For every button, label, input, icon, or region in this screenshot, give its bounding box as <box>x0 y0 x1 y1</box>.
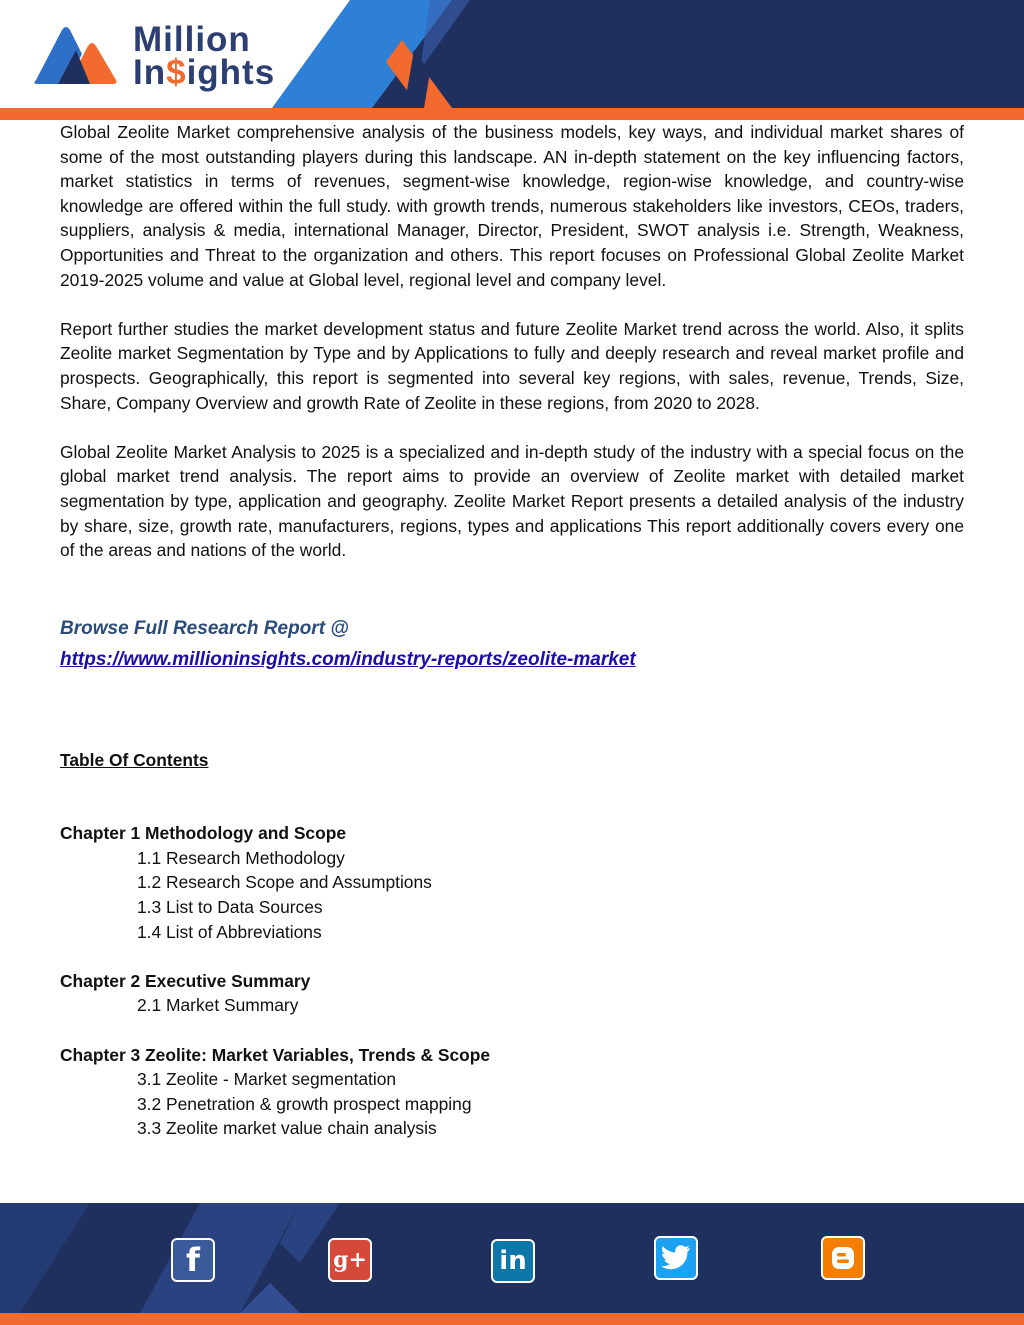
chapter-title: Chapter 3 Zeolite: Market Variables, Trends & Scope <box>60 1044 491 1065</box>
chapter-title: Chapter 2 Executive Summary <box>60 970 311 991</box>
toc-item: 1.2 Research Scope and Assumptions <box>137 872 432 893</box>
toc-item: 1.3 List to Data Sources <box>137 897 323 918</box>
logo-wordmark <box>133 22 275 90</box>
market-analysis-paragraph: Global Zeolite Market Analysis to 2025 is a specialized and in-depth study of the industry with a special focus on the global market trend analysis. The report aims to provide an overview of Zeolite market with detailed market segmentation by type, application and geography. Zeolite Market Report presents a detailed analysis of the industry by share, size, growth rate, manufacturers, regions, types and applications This report additionally covers every one of the areas and nations of the world. <box>60 441 964 561</box>
logo-word-million: Million <box>133 20 251 59</box>
chapter-title: Chapter 1 Methodology and Scope <box>60 823 347 844</box>
twitter-bird-glyph <box>661 1245 691 1271</box>
blogger-b-glyph <box>829 1244 857 1272</box>
toc-item: 1.4 List of Abbreviations <box>137 921 322 942</box>
toc-chapter-2 <box>60 969 964 1018</box>
report-link[interactable]: https://www.millioninsights.com/industry-reports/zeolite-market <box>60 648 636 670</box>
logo-mountain-icon <box>28 20 123 90</box>
toc-item: 2.1 Market Summary <box>137 995 299 1016</box>
logo-dollar-sign: $ <box>166 53 187 92</box>
blogger-icon[interactable] <box>821 1236 865 1280</box>
logo-word-insights: In$ights <box>133 53 276 92</box>
toc-title: Table Of Contents <box>60 749 209 770</box>
toc-item: 3.2 Penetration & growth prospect mapping <box>137 1093 472 1114</box>
facebook-icon[interactable]: f <box>171 1238 215 1282</box>
toc-item: 3.3 Zeolite market value chain analysis <box>137 1118 437 1139</box>
toc-chapter-1 <box>60 821 964 944</box>
million-insights-logo[interactable] <box>28 20 278 95</box>
google-plus-icon[interactable]: g+ <box>328 1238 372 1282</box>
toc-item: 1.1 Research Methodology <box>137 847 345 868</box>
page-header <box>0 0 1024 120</box>
intro-paragraph: Global Zeolite Market comprehensive analysis of the business models, key ways, and individual market shares of some of the most outstanding players during this landscape. AN in-depth statement on the key influencing factors, market statistics in terms of revenues, segment-wise knowledge, region-wise knowledge, and country-wise knowledge are offered within the full study. with growth trends, numerous stakeholders like investors, CEOs, traders, suppliers, analysis & media, international Manager, Director, President, SWOT analysis i.e. Strength, Weakness, Opportunities and Threat to the organization and others. This report focuses on Professional Global Zeolite Market 2019-2025 volume and value at Global level, regional level and company level. <box>60 122 964 290</box>
twitter-icon[interactable] <box>654 1236 698 1280</box>
document-body <box>60 120 964 1141</box>
browse-report-label: Browse Full Research Report @ <box>60 617 349 639</box>
page-footer <box>0 1203 1024 1325</box>
browse-report-section <box>60 613 964 675</box>
table-of-contents <box>60 821 964 1141</box>
toc-chapter-3 <box>60 1043 964 1141</box>
linkedin-icon[interactable]: in <box>491 1239 535 1283</box>
toc-item: 3.1 Zeolite - Market segmentation <box>137 1069 397 1090</box>
market-trend-paragraph: Report further studies the market development status and future Zeolite Market trend across the world. Also, it splits Zeolite market Segmentation by Type and by Applications to fully and deeply research and reveal market profile and prospects. Geographically, this report is segmented into several key regions, with sales, revenue, Trends, Size, Share, Company Overview and growth Rate of Zeolite in these regions, from 2020 to 2028. <box>60 318 964 413</box>
